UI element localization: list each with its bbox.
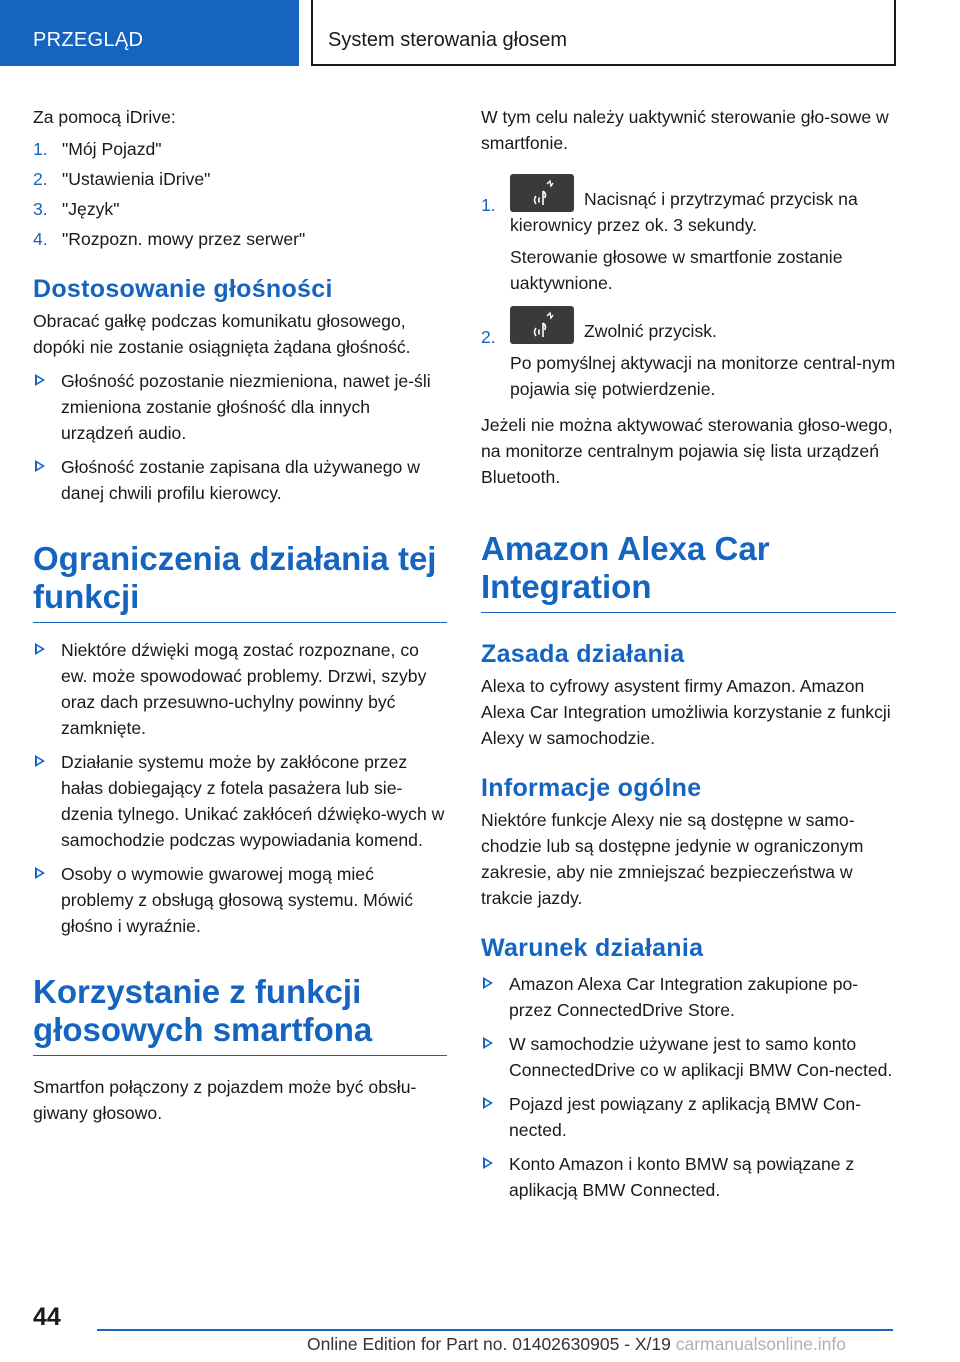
activation-steps — [481, 174, 896, 402]
alexa-heading: Amazon Alexa Car Integration — [481, 530, 896, 613]
header-section-tab[interactable] — [0, 0, 299, 66]
bullet-triangle-icon — [35, 374, 45, 386]
step-sub-text: Sterowanie głosowe w smartfonie zostanie uaktywnione. — [510, 247, 843, 293]
step-number: 1. — [33, 139, 48, 159]
bullet-triangle-icon — [35, 867, 45, 879]
general-text: Niektóre funkcje Alexy nie są dostępne w samo-chodzie lub są dostępne jedynie w ograniczonym zakresie, aby nie zmniejszać bezpieczeństwa w trakcie jazdy. — [481, 810, 864, 908]
limits-bullets — [33, 637, 447, 939]
list-item — [33, 454, 447, 506]
principle-text: Alexa to cyfrowy asystent firmy Amazon. Amazon Alexa Car Integration umożliwia korzystanie z funkcji Alexy w samochodzie. — [481, 676, 891, 748]
voice-control-button-icon — [510, 306, 574, 344]
voice-control-button-icon — [510, 174, 574, 212]
idrive-intro: Za pomocą iDrive: — [33, 107, 176, 127]
header-section-label: PRZEGLĄD — [33, 29, 144, 51]
fallback-text: Jeżeli nie można aktywować sterowania głoso-wego, na monitorze centralnym pojawia się lista urządzeń Bluetooth. — [481, 415, 893, 487]
volume-text: Obracać gałkę podczas komunikatu głosowego, dopóki nie zostanie osiągnięta żądana głośność. — [33, 311, 411, 357]
bullet-text: Niektóre dźwięki mogą zostać rozpoznane, co ew. może spowodować problemy. Drzwi, szyby oraz dach przesuwno-uchylny powinny być zamknięte. — [61, 640, 427, 738]
footer-edition-text: Online Edition for Part no. 01402630905 - X/19 — [307, 1334, 671, 1354]
header-chapter-label: System sterowania głosem — [328, 29, 567, 51]
step-number: 1. — [481, 195, 496, 215]
general-heading: Informacje ogólne — [481, 774, 702, 802]
limits-heading: Ograniczenia działania tej funkcji — [33, 540, 447, 623]
list-item — [33, 136, 447, 162]
bullet-triangle-icon — [483, 1037, 493, 1049]
list-item — [481, 174, 896, 296]
list-item — [481, 1151, 896, 1203]
step-sub-text: Po pomyślnej aktywacji na monitorze central-nym pojawia się potwierdzenie. — [510, 353, 896, 399]
step-text: "Ustawienia iDrive" — [62, 169, 211, 189]
step-text: Nacisnąć i przytrzymać przycisk na kierownicy przez ok. 3 sekundy. — [510, 189, 858, 235]
list-item — [481, 1091, 896, 1143]
list-item — [33, 226, 447, 252]
activation-intro: W tym celu należy uaktywnić sterowanie gło-sowe w smartfonie. — [481, 107, 889, 153]
bullet-text: Osoby o wymowie gwarowej mogą mieć problemy z obsługą głosową systemu. Mówić głośno i wyraźnie. — [61, 864, 414, 936]
list-item — [33, 749, 447, 853]
principle-heading: Zasada działania — [481, 640, 685, 668]
bullet-triangle-icon — [35, 755, 45, 767]
volume-heading: Dostosowanie głośności — [33, 275, 333, 303]
bullet-triangle-icon — [483, 1157, 493, 1169]
list-item — [481, 971, 896, 1023]
step-text: Zwolnić przycisk. — [584, 321, 717, 341]
bullet-text: Amazon Alexa Car Integration zakupione po-przez ConnectedDrive Store. — [509, 974, 859, 1020]
bullet-text: Konto Amazon i konto BMW są powiązane z aplikacją BMW Connected. — [509, 1154, 855, 1200]
left-column — [33, 104, 447, 1126]
volume-bullets — [33, 368, 447, 506]
step-number: 4. — [33, 229, 48, 249]
idrive-steps-list — [33, 136, 447, 252]
bullet-text: Pojazd jest powiązany z aplikacją BMW Con-nected. — [509, 1094, 862, 1140]
list-item — [33, 637, 447, 741]
header-chapter-box — [311, 0, 896, 66]
step-text: "Mój Pojazd" — [62, 139, 162, 159]
bullet-text: Głośność zostanie zapisana dla używanego w danej chwili profilu kierowcy. — [61, 457, 420, 503]
list-item — [33, 166, 447, 192]
step-number: 2. — [481, 327, 496, 347]
page-number: 44 — [33, 1303, 61, 1331]
bullet-text: Działanie systemu może by zakłócone przez hałas dobiegający z fotela pasażera lub sie-dzenia tylnego. Unikać zakłóceń dźwięko-wych w samochodzie podczas wypowiadania komend. — [61, 752, 445, 850]
list-item — [33, 861, 447, 939]
footer-edition — [307, 1334, 846, 1355]
step-text: "Rozpozn. mowy przez serwer" — [62, 229, 306, 249]
step-number: 3. — [33, 199, 48, 219]
bullet-triangle-icon — [35, 643, 45, 655]
footer-watermark: carmanualsonline.info — [675, 1334, 846, 1354]
bullet-triangle-icon — [35, 460, 45, 472]
bullet-text: Głośność pozostanie niezmieniona, nawet je-śli zmieniona zostanie głośność dla innych urządzeń audio. — [61, 371, 431, 443]
step-number: 2. — [33, 169, 48, 189]
list-item — [33, 368, 447, 446]
footer-divider — [97, 1329, 893, 1331]
right-column — [481, 104, 896, 1203]
bullet-triangle-icon — [483, 1097, 493, 1109]
bullet-text: W samochodzie używane jest to samo konto ConnectedDrive co w aplikacji BMW Con-nected. — [509, 1034, 893, 1080]
smartphone-text: Smartfon połączony z pojazdem może być obsłu-giwany głosowo. — [33, 1077, 417, 1123]
step-text: "Język" — [62, 199, 120, 219]
smartphone-heading: Korzystanie z funkcji głosowych smartfona — [33, 973, 447, 1056]
condition-bullets — [481, 971, 896, 1203]
bullet-triangle-icon — [483, 977, 493, 989]
list-item — [481, 306, 896, 402]
list-item — [481, 1031, 896, 1083]
list-item — [33, 196, 447, 222]
condition-heading: Warunek działania — [481, 934, 704, 962]
